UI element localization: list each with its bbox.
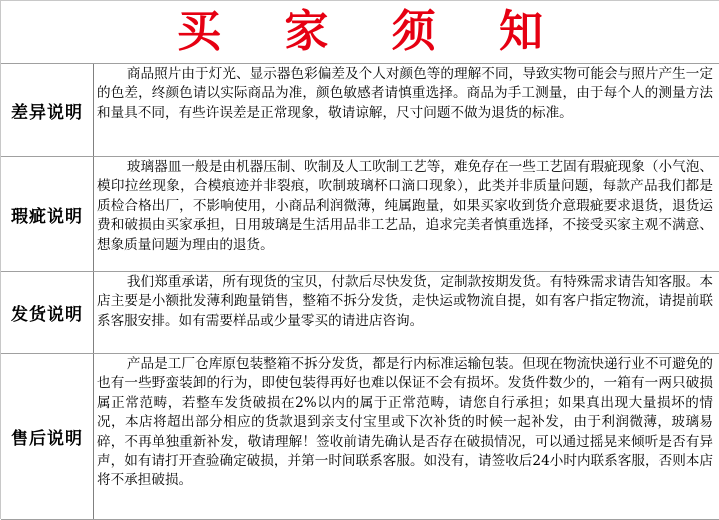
page-title: 买 家 须 知 [177,6,567,57]
section-text: 商品照片由于灯光、显示器色彩偏差及个人对颜色等的理解不同，导致实物可能会与照片产生一定的色差，终颜色请以实际商品为准，颜色敏感者请慎重选择。商品为手工测量，由于每个人的测量方法和量具不同，有些许误差是正常现象，敬请谅解，尺寸问题不做为退货的标准。 [97,66,713,121]
section-flaw [1,157,719,272]
section-label: 发货说明 [1,272,94,353]
section-after-sales [1,354,719,520]
section-text: 玻璃器皿一般是由机器压制、吹制及人工吹制工艺等，难免存在一些工艺固有瑕疵现象（小气泡、模印拉丝现象，合模痕迹并非裂痕，吹制玻璃杯口滴口现象），此类并非质量问题，每款产品我们都是质检合格出厂，不影响使用，小商品利润微薄，纯属跑量，如果买家收到货介意瑕疵要求退货，退货运费和破损由买家承担，日用玻璃是生活用品非工艺品，追求完美者慎重选择，不接受买家主观不满意、想象质量问题为理由的退货。 [97,159,713,253]
section-label: 售后说明 [1,354,94,519]
title-row [1,1,719,64]
section-text: 我们郑重承诺，所有现货的宝贝，付款后尽快发货，定制款按期发货。有特殊需求请告知客服。本店主要是小额批发薄利跑量销售，整箱不拆分发货，走快运或物流自提，如有客户指定物流，请提前联系客服安排。如有需要样品或少量零买的请进店咨询。 [97,274,713,329]
section-shipping [1,272,719,354]
section-label: 差异说明 [1,64,94,156]
section-text: 产品是工厂仓库原包装整箱不拆分发货，都是行内标准运输包装。但现在物流快递行业不可避免的也有一些野蛮装卸的行为，即使包装得再好也难以保证不会有损坏。发货件数少的，一箱有一两只破损属正常范畴，若整车发货破损在2%以内的属于正常范畴，请您自行承担；如果真出现大量损坏的情况，本店将超出部分相应的货款退到亲支付宝里或下次补货的时候一起补发，由于利润微薄，玻璃易碎，不再单独重新补发，敬请理解！签收前请先确认是否存在破损情况，可以通过摇晃来倾听是否有异声，如有请打开查验确定破损，并第一时间联系客服。如没有，请签收后24小时内联系客服，否则本店将不承担破损。 [97,356,713,489]
section-label: 瑕疵说明 [1,157,94,271]
section-difference [1,64,719,157]
